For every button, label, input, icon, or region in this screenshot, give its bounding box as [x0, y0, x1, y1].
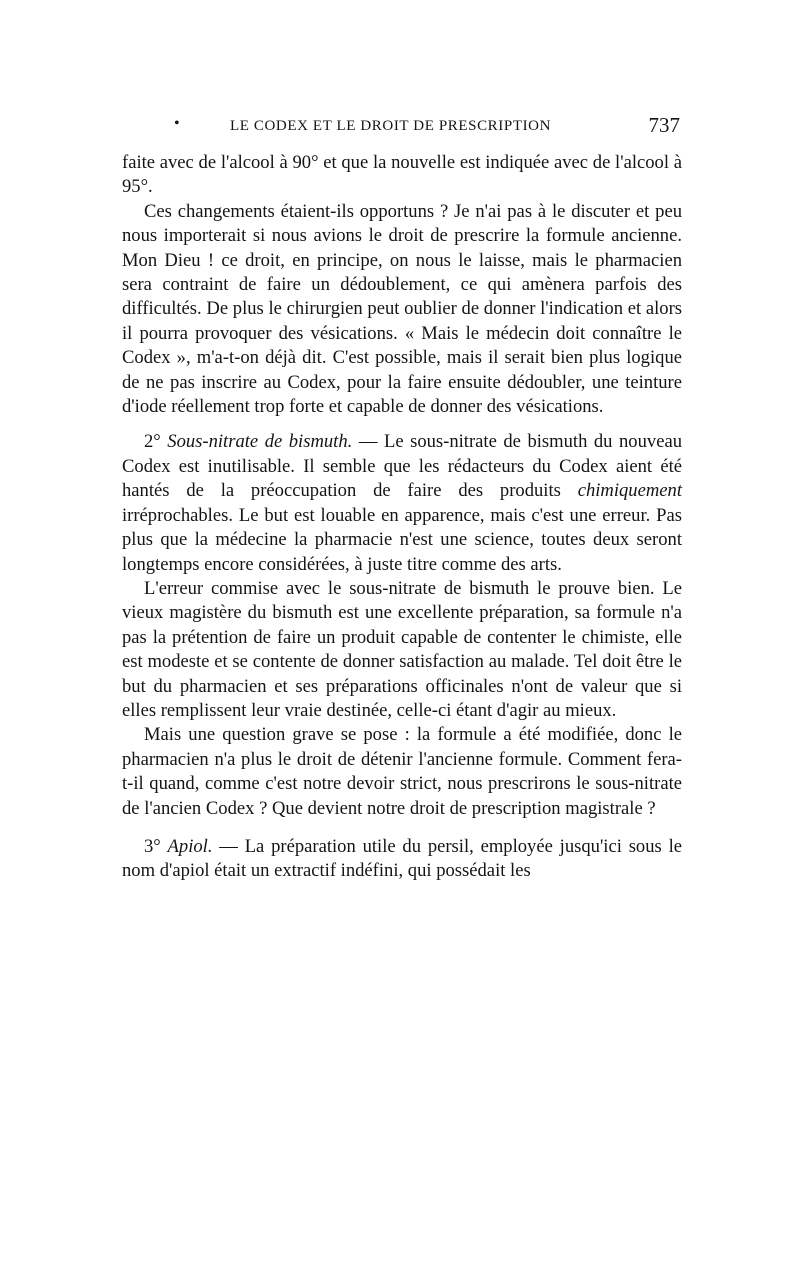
section-apiol	[122, 835, 682, 884]
section-title: Apiol.	[167, 835, 213, 857]
paragraph-changements: Ces changements étaient-ils opportuns ? Je n'ai pas à le discuter et peu nous importerait si nous avions le droit de prescrire la formule ancienne. Mon Dieu ! ce droit, en principe, on nous le laisse, mais le pharmacien sera contraint de faire un dédoublement, ce qui amènera parfois des difficultés. De plus le chirurgien peut oublier de donner l'indication et alors il pourra provoquer des vésications. « Mais le médecin doit connaître le Codex », m'a-t-on déjà dit. C'est possible, mais il serait bien plus logique de ne pas inscrire au Codex, pour la faire ensuite dédoubler, une teinture d'iode réellement trop forte et capable de donner des vésications.	[122, 200, 682, 418]
section-text-continued: irréprochables. Le but est louable en apparence, mais c'est une erreur. Pas plus que la médecine la pharmacie n'est une science, toutes deux seront longtemps encore considérées, à juste titre comme des arts.	[122, 504, 682, 575]
italic-word: chimiquement	[577, 480, 682, 502]
section-text: — Le sous-nitrate de bismuth du nouveau Codex est inutilisable. Il semble que les rédacteurs du Codex aient été hantés de la préoccupation de faire des produits	[122, 431, 682, 502]
running-title: LE CODEX ET LE DROIT DE PRESCRIPTION	[230, 118, 552, 134]
paragraph-erreur: L'erreur commise avec le sous-nitrate de bismuth le prouve bien. Le vieux magistère du bismuth est une excellente préparation, sa formule n'a pas la prétention de faire un produit capable de contenter le chimiste, elle est modeste et se contente de donner satisfaction au malade. Tel doit être le but du pharmacien et ses préparations officinales n'ont de valeur que si elles remplissent leur vraie destinée, celle-ci étant d'agir au mieux.	[122, 577, 682, 721]
header-dot: •	[174, 115, 180, 132]
paragraph-continuation: faite avec de l'alcool à 90° et que la nouvelle est indiquée avec de l'alcool à 95°.	[122, 152, 682, 198]
running-header	[122, 114, 682, 144]
section-bismuth	[122, 430, 682, 576]
section-title: Sous-nitrate de bismuth.	[167, 431, 353, 453]
section-text: — La préparation utile du persil, employée jusqu'ici sous le nom d'apiol était un extractif indéfini, qui possédait les	[122, 835, 682, 882]
section-number: 2°	[144, 431, 161, 453]
paragraph-question: Mais une question grave se pose : la formule a été modifiée, donc le pharmacien n'a plus le droit de détenir l'ancienne formule. Comment fera-t-il quand, comme c'est notre devoir strict, nous prescrirons le sous-nitrate de l'ancien Codex ? Que devient notre droit de prescription magistrale ?	[122, 724, 682, 819]
section-number: 3°	[144, 835, 161, 857]
page-number: 737	[648, 113, 680, 137]
body-text	[122, 151, 682, 884]
